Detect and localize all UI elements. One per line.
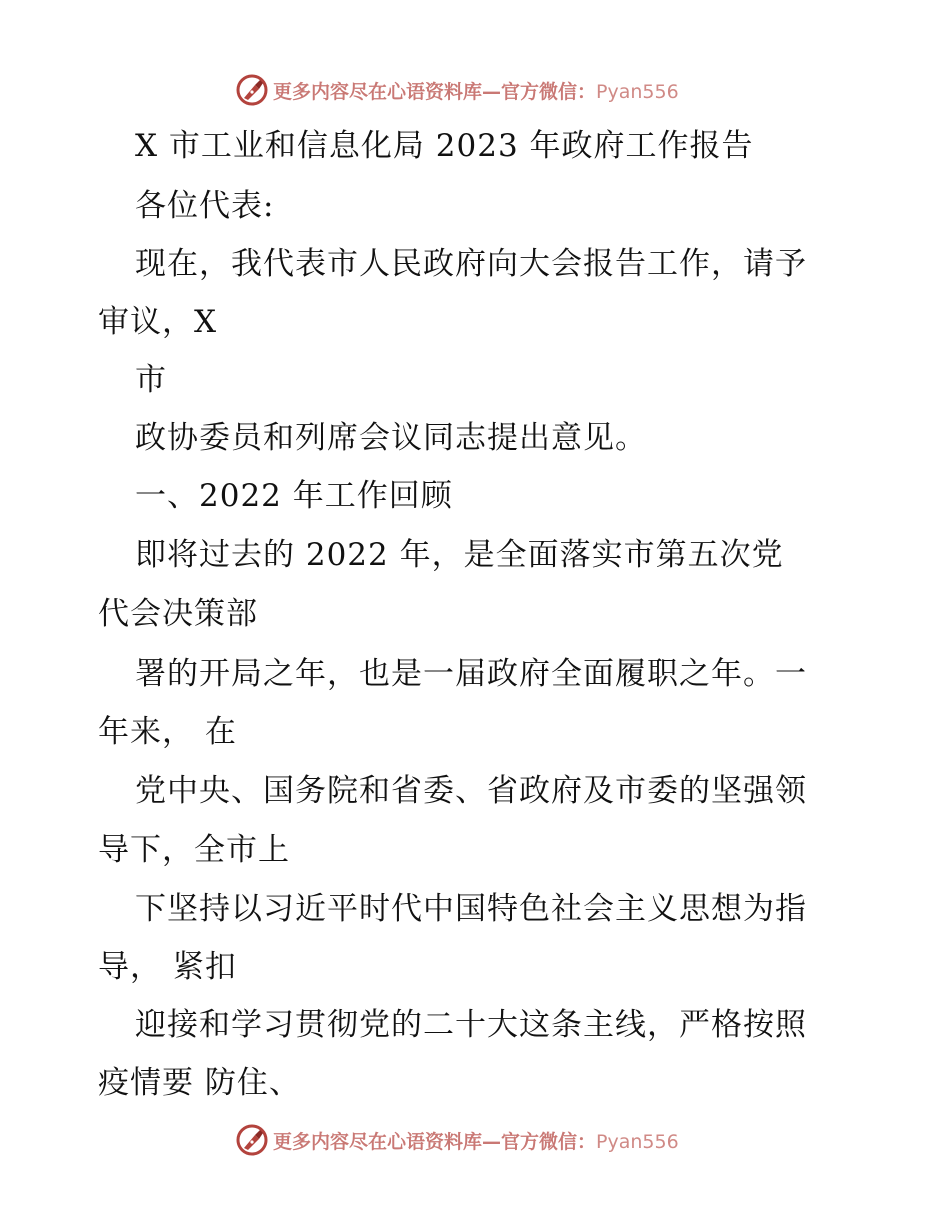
watermark-text: 更多内容尽在心语资料库—官方微信：Pyan556 — [273, 80, 679, 103]
paragraph-line: 审议，X — [98, 304, 218, 340]
paragraph-line: 署的开局之年，也是一届政府全面履职之年。一 — [135, 656, 807, 692]
paragraph-line: 市 — [135, 362, 167, 398]
paragraph-line: 下坚持以习近平时代中国特色社会主义思想为指 — [135, 891, 807, 927]
paragraph-line: 党中央、国务院和省委、省政府及市委的坚强领 — [135, 773, 807, 809]
paragraph-line: 政协委员和列席会议同志提出意见。 — [135, 420, 647, 456]
salutation: 各位代表: — [135, 188, 275, 224]
watermark-text: 更多内容尽在心语资料库—官方微信：Pyan556 — [273, 1130, 679, 1153]
paragraph-line: 疫情要 防住、 — [98, 1065, 301, 1101]
paragraph-line: 导下，全市上 — [98, 832, 290, 868]
pen-nib-logo-icon — [235, 1123, 269, 1157]
pen-nib-logo-icon — [235, 73, 269, 107]
paragraph-line: 现在，我代表市人民政府向大会报告工作，请予 — [135, 246, 807, 282]
section-heading: 一、2022 年工作回顾 — [135, 478, 453, 514]
paragraph-line: 即将过去的 2022 年，是全面落实市第五次党 — [135, 537, 784, 573]
paragraph-line: 代会决策部 — [98, 596, 258, 632]
watermark-footer — [235, 1122, 679, 1158]
paragraph-line: 年来， 在 — [98, 714, 237, 750]
paragraph-line: 导， 紧扣 — [98, 949, 237, 985]
watermark-header — [235, 72, 679, 108]
paragraph-line: 迎接和学习贯彻党的二十大这条主线，严格按照 — [135, 1007, 807, 1043]
document-title: X 市工业和信息化局 2023 年政府工作报告 — [135, 128, 754, 164]
